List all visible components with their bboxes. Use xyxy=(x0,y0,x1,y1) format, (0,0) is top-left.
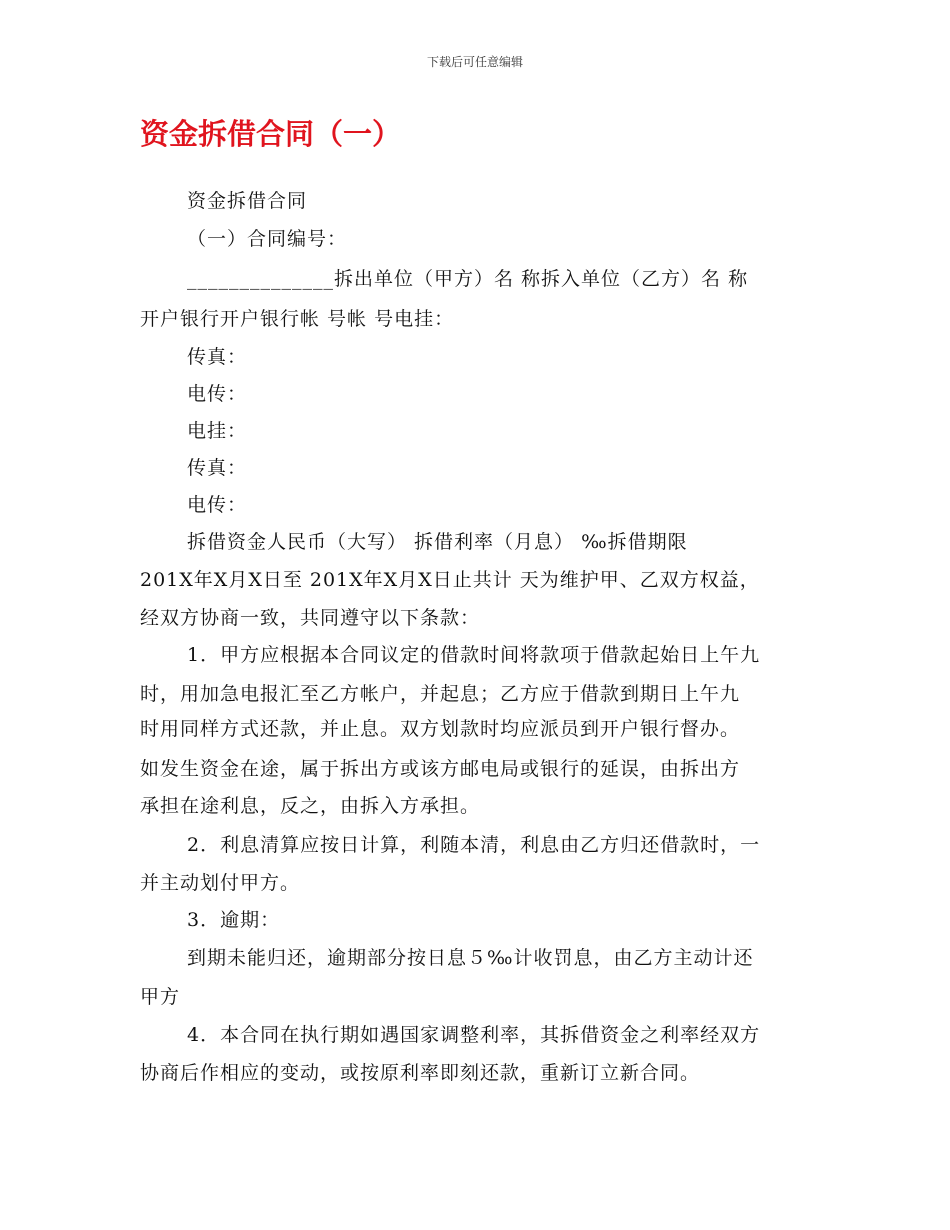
text-line: 电传： xyxy=(187,494,248,516)
text-line: 经双方协商一致，共同遵守以下条款： xyxy=(140,607,481,629)
text-line: 开户银行开户银行帐 号帐 号电挂： xyxy=(140,308,455,330)
text-line: 拆借资金人民币（大写） 拆借利率（月息） ‰拆借期限 xyxy=(187,531,688,553)
text-line: 资金拆借合同 xyxy=(187,190,308,212)
text-line: 传真： xyxy=(187,346,248,368)
text-line: 并主动划付甲方。 xyxy=(140,872,301,894)
text-line: 甲方 xyxy=(140,986,181,1008)
document-title: 资金拆借合同（一） xyxy=(140,117,402,151)
text-line: 协商后作相应的变动，或按原利率即刻还款，重新订立新合同。 xyxy=(140,1062,701,1084)
text-line: 承担在途利息，反之，由拆入方承担。 xyxy=(140,795,481,817)
text-line: （一）合同编号： xyxy=(187,228,348,250)
text-line: 2．利息清算应按日计算，利随本清，利息由乙方归还借款时，一 xyxy=(187,834,761,856)
header-note: 下载后可任意编辑 xyxy=(426,55,523,69)
text-line: 传真： xyxy=(187,457,248,479)
text-line: 时，用加急电报汇至乙方帐户，并起息；乙方应于借款到期日上午九 xyxy=(140,683,741,705)
text-line: 4．本合同在执行期如遇国家调整利率，其拆借资金之利率经双方 xyxy=(187,1024,761,1046)
text-line: 1．甲方应根据本合同议定的借款时间将款项于借款起始日上午九 xyxy=(187,644,761,666)
text-line: 时用同样方式还款，并止息。双方划款时均应派员到开户银行督办。 xyxy=(140,718,741,740)
text-line: 201X年X月X日至 201X年X月X日止共计 天为维护甲、乙双方权益， xyxy=(140,569,760,591)
text-line: 3．逾期： xyxy=(187,909,281,931)
text-line: 电挂： xyxy=(187,420,248,442)
text-line: 到期未能归还，逾期部分按日息５‰计收罚息，由乙方主动计还 xyxy=(187,947,754,969)
text-line: 如发生资金在途，属于拆出方或该方邮电局或银行的延误，由拆出方 xyxy=(140,758,741,780)
text-line: ______________拆出单位（甲方）名 称拆入单位（乙方）名 称 xyxy=(187,268,749,290)
text-line: 电传： xyxy=(187,383,248,405)
